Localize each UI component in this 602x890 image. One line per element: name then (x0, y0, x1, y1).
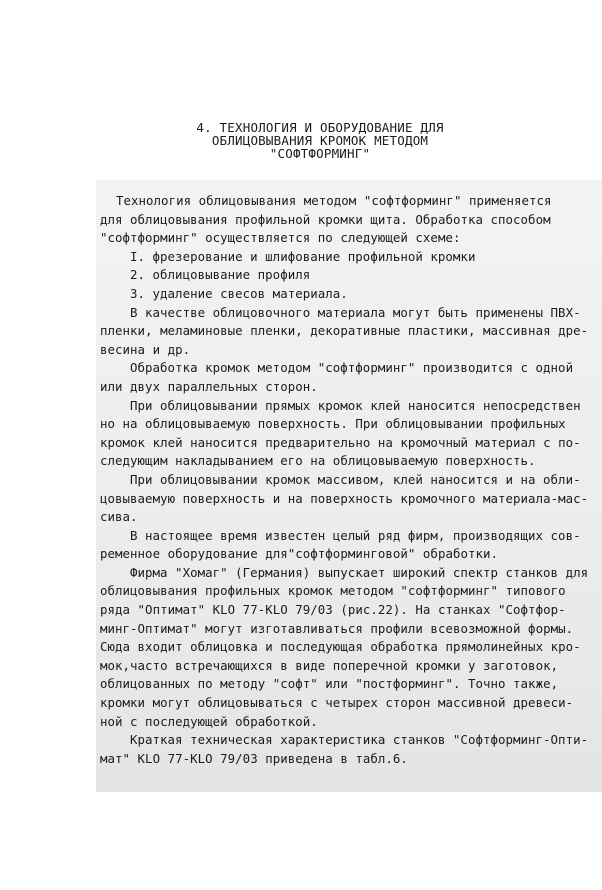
text-line: Краткая техническая характеристика станков "Софтформинг-Опти- (130, 732, 589, 748)
text-line: весина и др. (100, 341, 191, 357)
text-line: кромок клей наносится предварительно на кромочный материал с по- (100, 434, 581, 450)
text-line: для облицовывания профильной кромки щита. Обработка способом (100, 211, 551, 227)
text-line: мок,часто встречающихся в виде поперечной кромки у заготовок, (100, 657, 559, 673)
text-line: Фирма "Хомаг" (Германия) выпускает широкий спектр станков для (130, 564, 589, 580)
text-line: Обработка кромок методом "софтформинг" производится с одной (130, 360, 574, 376)
text-line: пленки, меламиновые пленки, декоративные пластики, массивная дре- (100, 323, 589, 339)
heading-line: ОБЛИЦОВЫВАНИЯ КРОМОК МЕТОДОМ (211, 133, 429, 148)
text-line: ряда "Оптимат" KLO 77-KLO 79/03 (рис.22). На станках "Софтфор- (100, 602, 566, 618)
text-line: ной с последующей обработкой. (100, 713, 318, 729)
heading-line: 4. ТЕХНОЛОГИЯ И ОБОРУДОВАНИЕ ДЛЯ (196, 120, 444, 135)
text-line: I. фрезерование и шлифование профильной кромки (130, 248, 476, 264)
text-line: При облицовывании прямых кромок клей наносится непосредствен (130, 397, 581, 413)
text-line: или двух параллельных сторон. (100, 378, 318, 394)
text-line: Технология облицовывания методом "софтформинг" применяется (116, 193, 552, 208)
text-line: ременное оборудование для"софтформинговой" обработки. (100, 546, 499, 562)
text-line: В настоящее время известен целый ряд фирм, производящих сов- (130, 527, 581, 543)
text-line: кромки могут облицовываться с четырех сторон массивной древеси- (100, 695, 574, 711)
text-line: но на облицовываемую поверхность. При облицовывании профильных (100, 416, 566, 432)
text-line: "софтформинг" осуществляется по следующей схеме: (100, 230, 461, 246)
text-line: цовываемую поверхность и на поверхность кромочного материала-мас- (100, 490, 589, 506)
text-line: минг-Оптимат" могут изготавливаться профили всевозможной формы. (100, 620, 574, 636)
text-line: мат" KLO 77-KLO 79/03 приведена в табл.6. (100, 750, 408, 766)
text-line: При облицовывании кромок массивом, клей наносится и на обли- (130, 471, 581, 487)
text-line: В качестве облицовочного материала могут быть применены ПВХ- (130, 304, 581, 320)
text-line: сива. (100, 509, 138, 525)
text-line: 3. удаление свесов материала. (130, 285, 348, 301)
section-heading (150, 121, 490, 160)
text-line: Сюда входит облицовка и последующая обработка прямолинейных кро- (100, 639, 581, 655)
text-line: облицовывания профильных кромок методом "софтформинг" типового (100, 583, 566, 599)
text-line: облицованных по методу "софт" или "постформинг". Точно также, (100, 676, 559, 692)
text-line: 2. облицовывание профиля (130, 267, 311, 283)
text-line: следующим накладыванием его на облицовываемую поверхность. (100, 453, 536, 469)
body-text (100, 192, 600, 768)
heading-line: "СОФТФОРМИНГ" (269, 146, 371, 161)
